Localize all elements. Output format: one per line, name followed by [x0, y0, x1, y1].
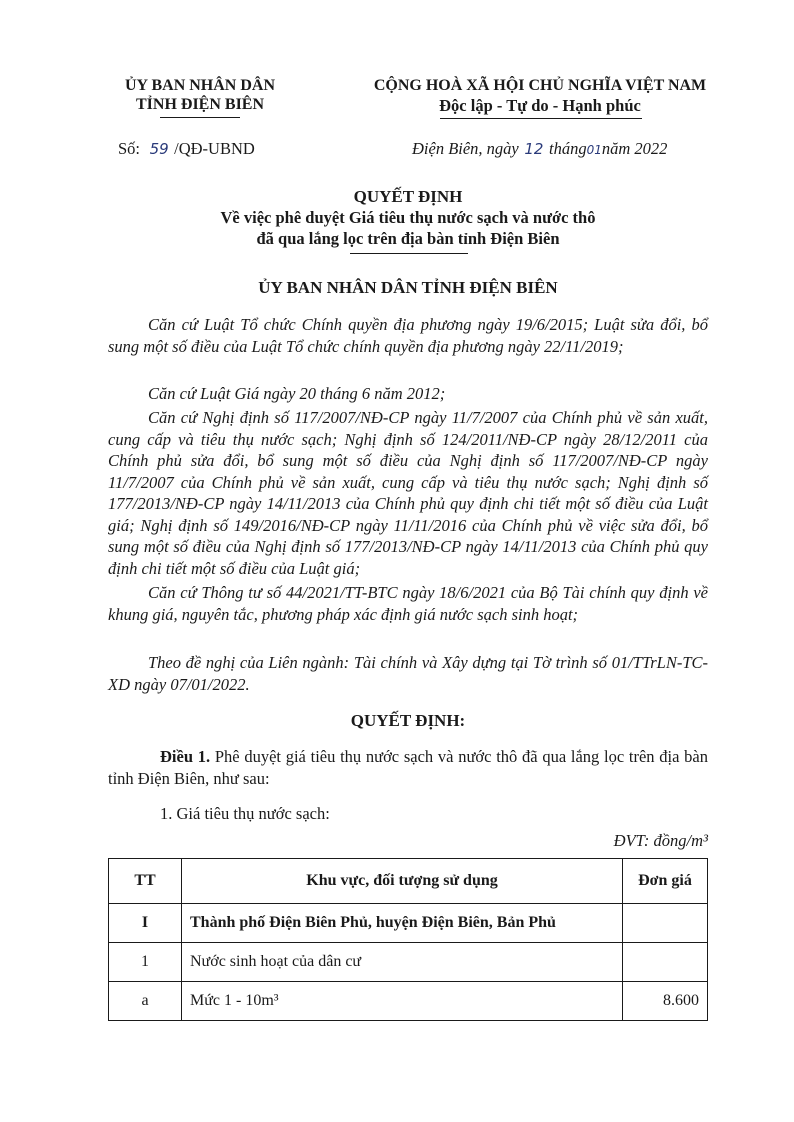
title-underline [350, 253, 468, 254]
decision-title: QUYẾT ĐỊNH [353, 187, 463, 206]
article-1-text: Phê duyệt giá tiêu thụ nước sạch và nước thô đã qua lắng lọc trên địa bàn tỉnh Điện Biên, như sau: [108, 747, 708, 788]
authority-heading: ỦY BAN NHÂN DÂN TỈNH ĐIỆN BIÊN [258, 278, 558, 297]
table-header-row [109, 859, 708, 904]
item-1-heading: 1. Giá tiêu thụ nước sạch: [160, 804, 330, 823]
national-title: CỘNG HOÀ XÃ HỘI CHỦ NGHĨA VIỆT NAM [373, 77, 707, 94]
article-1 [108, 746, 708, 790]
table-row [109, 943, 708, 982]
row-price [623, 904, 708, 943]
row-desc: Thành phố Điện Biên Phủ, huyện Điện Biên, Bản Phủ [182, 904, 623, 943]
national-motto: Độc lập - Tự do - Hạnh phúc [439, 96, 641, 115]
decision-subtitle-1: Về việc phê duyệt Giá tiêu thụ nước sạch và nước thô [220, 208, 596, 227]
preamble-clause-1: Căn cứ Luật Tổ chức Chính quyền địa phương ngày 19/6/2015; Luật sửa đổi, bổ sung một số điều của Luật Tổ chức chính quyền địa phương ngày 22/11/2019; [108, 315, 708, 356]
row-desc: Mức 1 - 10m³ [182, 982, 623, 1021]
decision-subtitle-2: đã qua lắng lọc trên địa bàn tỉnh Điện Biên [256, 229, 560, 248]
preamble-clause-5: Theo đề nghị của Liên ngành: Tài chính và Xây dựng tại Tờ trình số 01/TTrLN-TC-XD ngày 07/01/2022. [108, 653, 708, 694]
preamble-clause-2: Căn cứ Luật Giá ngày 20 tháng 6 năm 2012; [148, 384, 446, 403]
date-place: Điện Biên, ngày [412, 139, 519, 158]
issuer-line2: TỈNH ĐIỆN BIÊN [135, 96, 265, 113]
date-year: năm 2022 [601, 139, 668, 158]
row-tt: a [109, 982, 182, 1021]
row-tt: 1 [109, 943, 182, 982]
number-handwritten: 59 [149, 140, 169, 158]
number-prefix: Số: [118, 139, 141, 158]
price-table [108, 858, 708, 1021]
header-price: Đơn giá [623, 859, 708, 904]
issuer-line1: ỦY BAN NHÂN DÂN [124, 77, 276, 94]
date-month-label: tháng [549, 139, 587, 158]
date-day-handwritten: 12 [524, 140, 544, 158]
row-price [623, 943, 708, 982]
article-1-label: Điều 1. [160, 747, 211, 766]
issuer-underline [160, 117, 240, 118]
header-area: Khu vực, đối tượng sử dụng [182, 859, 623, 904]
decision-heading: QUYẾT ĐỊNH: [350, 711, 466, 730]
date-month-handwritten: 01 [586, 143, 602, 157]
motto-underline [440, 118, 642, 119]
date-line [412, 138, 667, 161]
document-number [118, 138, 255, 160]
number-suffix: /QĐ-UBND [174, 139, 255, 158]
preamble-clause-3: Căn cứ Nghị định số 117/2007/NĐ-CP ngày 11/7/2007 của Chính phủ về sản xuất, cung cấp và tiêu thụ nước sạch; Nghị định số 124/2011/NĐ-CP ngày 28/12/2011 của Chính phủ sửa đổi, bổ sung một số điều của Nghị định số 117/2007/NĐ-CP ngày 11/7/2007 của Chính phủ về sản xuất, cung cấp và tiêu thụ nước sạch; Nghị định số 177/2013/NĐ-CP ngày 14/11/2013 của Chính phủ quy định chi tiết một số điều của Luật giá; Nghị định số 149/2016/NĐ-CP ngày 11/11/2016 của Chính phủ về việc sửa đổi, bổ sung một số điều của Nghị định số 177/2013/NĐ-CP ngày 14/11/2013 của Chính phủ quy định chi tiết một số điều của Luật giá; [108, 408, 708, 578]
unit-label: ĐVT: đồng/m³ [613, 831, 708, 850]
table-row [109, 904, 708, 943]
row-price: 8.600 [623, 982, 708, 1021]
header-tt: TT [109, 859, 182, 904]
row-desc: Nước sinh hoạt của dân cư [182, 943, 623, 982]
table-row [109, 982, 708, 1021]
preamble-clause-4: Căn cứ Thông tư số 44/2021/TT-BTC ngày 18/6/2021 của Bộ Tài chính quy định về khung giá, nguyên tắc, phương pháp xác định giá nước sạch sinh hoạt; [108, 583, 708, 624]
row-tt: I [109, 904, 182, 943]
